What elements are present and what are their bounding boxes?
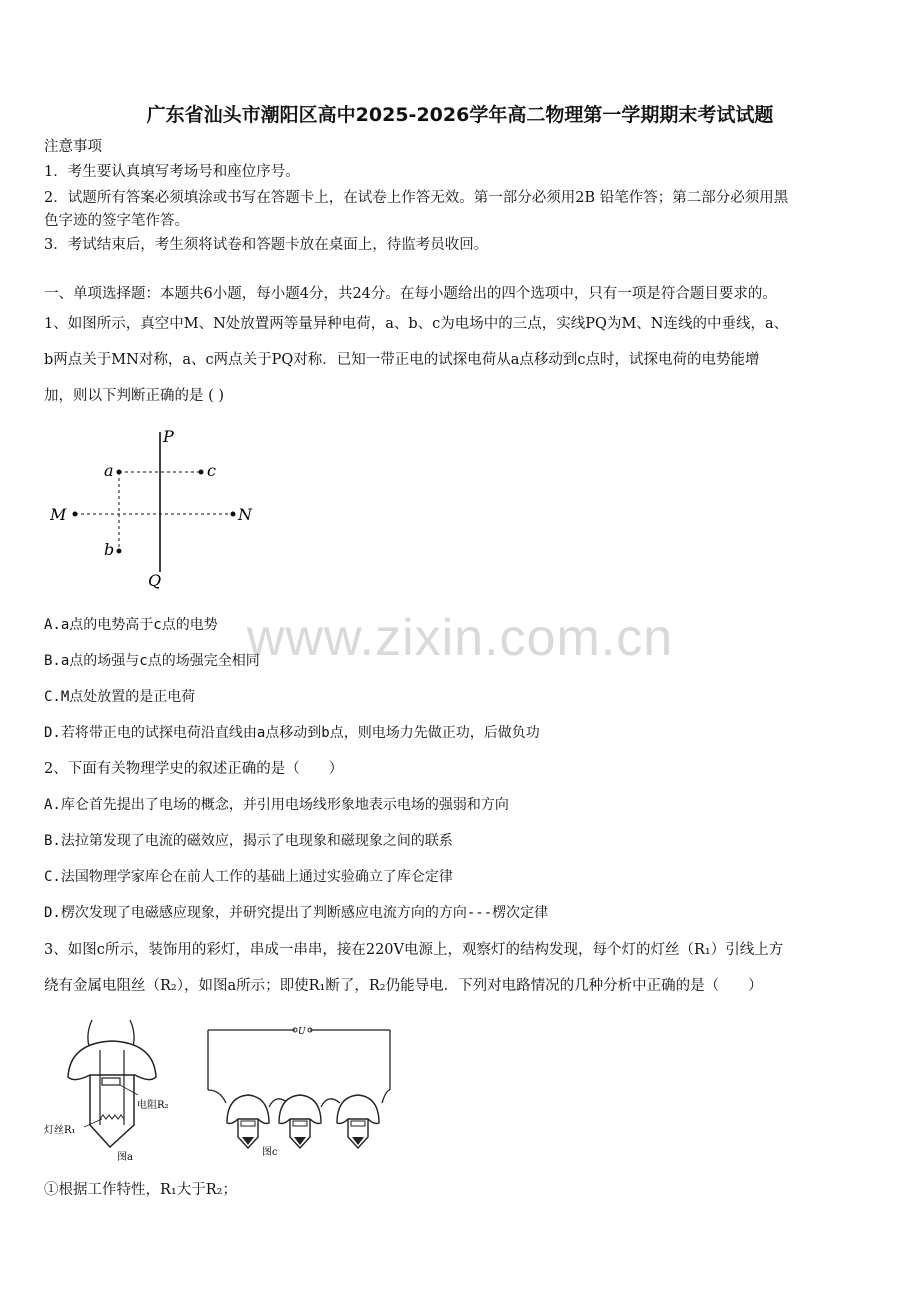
- question-2-stem: 2、下面有关物理学史的叙述正确的是（ ）: [44, 761, 344, 777]
- label-p: P: [163, 427, 174, 446]
- question-1-stem: 1、如图所示，真空中M、N处放置两等量异种电荷，a、b、c为电场中的三点，实线PQ为M、N连线的中垂线，a、: [44, 316, 789, 332]
- question-3-figure-a: [40, 1015, 185, 1165]
- notice-item: 1．考生要认真填写考场号和座位序号。: [44, 164, 300, 180]
- question-2-option-b: B.法拉第发现了电流的磁效应，揭示了电现象和磁现象之间的联系: [44, 833, 453, 849]
- label-q: Q: [148, 571, 162, 590]
- figure-a-caption: 图a: [117, 1152, 133, 1163]
- resistor-label: 电阻R₂: [137, 1100, 169, 1111]
- question-1-option-b: B.a点的场强与c点的场强完全相同: [44, 653, 260, 669]
- question-2-option-d: D.楞次发现了电磁感应现象，并研究提出了判断感应电流方向的方向---楞次定律: [44, 905, 549, 921]
- filament-label: 灯丝R₁: [44, 1125, 76, 1136]
- notice-item: 2．试题所有答案必须填涂或书写在答题卡上，在试卷上作答无效。第一部分必须用2B 铅笔作答；第二部分必须用黑: [44, 190, 789, 206]
- question-2-option-c: C.法国物理学家库仑在前人工作的基础上通过实验确立了库仑定律: [44, 869, 453, 885]
- question-1-option-a: A.a点的电势高于c点的电势: [44, 617, 218, 633]
- watermark: www.zixin.com.cn: [246, 609, 674, 667]
- figure-c-caption: 图c: [262, 1147, 278, 1158]
- question-1-option-d: D.若将带正电的试探电荷沿直线由a点移动到b点，则电场力先做正功，后做负功: [44, 725, 540, 741]
- source-label: U: [298, 1027, 306, 1037]
- paper-title: 广东省汕头市潮阳区高中2025-2026学年高二物理第一学期期末考试试题: [146, 104, 774, 126]
- question-3-stem: 3、如图c所示，装饰用的彩灯，串成一串串，接在220V电源上，观察灯的结构发现，每个灯的灯丝（R₁）引线上方: [44, 942, 784, 958]
- label-m: M: [50, 505, 67, 524]
- label-a: a: [104, 461, 114, 480]
- section-heading: 一、单项选择题：本题共6小题，每小题4分，共24分。在每小题给出的四个选项中，只有一项是符合题目要求的。: [44, 286, 777, 302]
- question-1-figure: [40, 420, 280, 600]
- label-b: b: [104, 540, 115, 559]
- label-n: N: [238, 505, 252, 524]
- question-1-stem: b两点关于MN对称，a、c两点关于PQ对称．已知一带正电的试探电荷从a点移动到c点时，试探电荷的电势能增: [44, 352, 760, 368]
- label-c: c: [207, 461, 216, 480]
- question-3-figure-c: [200, 1015, 400, 1165]
- notice-item: 3．考试结束后，考生须将试卷和答题卡放在桌面上，待监考员收回。: [44, 237, 489, 253]
- notice-item: 色字迹的签字笔作答。: [44, 213, 189, 229]
- question-1-stem: 加，则以下判断正确的是 ( ): [44, 388, 225, 404]
- notice-heading: 注意事项: [44, 139, 102, 155]
- question-3-stem: 绕有金属电阻丝（R₂），如图a所示；即使R₁断了，R₂仍能导电．下列对电路情况的几种分析中正确的是（ ）: [44, 978, 763, 994]
- question-2-option-a: A.库仑首先提出了电场的概念，并引用电场线形象地表示电场的强弱和方向: [44, 797, 509, 813]
- question-1-option-c: C.M点处放置的是正电荷: [44, 689, 196, 705]
- question-3-statement: ①根据工作特性，R₁大于R₂；: [44, 1182, 237, 1198]
